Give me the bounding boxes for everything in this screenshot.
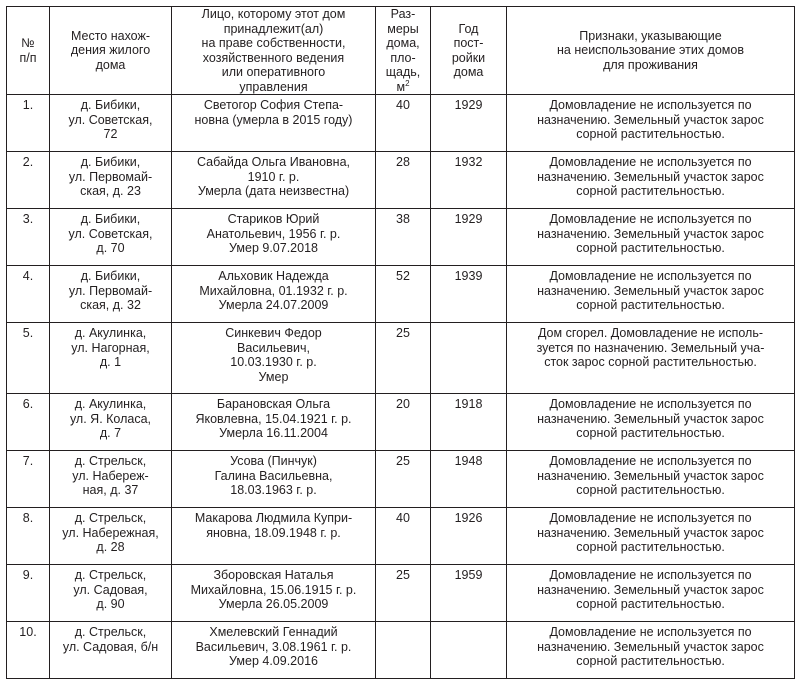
header-size-unit: м [396,79,406,94]
text-line: ная, д. 37 [82,483,139,497]
text-line: назначению. Земельный участок зарос [537,468,764,483]
text-line: ская, д. 23 [80,184,141,198]
text-line: управления [239,79,308,94]
text-line: д. 70 [96,241,125,255]
text-line: Домовладение не используется по [549,98,752,112]
cell-place [50,394,172,451]
text-line: для проживания [603,57,698,72]
table-header [7,7,795,95]
text-line: меры [387,21,419,36]
table-row [7,323,795,394]
text-line: щадь, [385,65,421,79]
table-row [7,565,795,622]
text-line: зуется по назначению. Земельный уча- [536,340,765,355]
cell-owner [172,508,376,565]
cell-place [50,508,172,565]
cell-place [50,152,172,209]
text-line: ул. Я. Коласа, [69,411,152,426]
text-line: назначению. Земельный участок зарос [537,582,764,597]
cell-owner [172,323,376,394]
cell-num: 7. [7,451,50,508]
cell-year: 1926 [431,508,507,565]
cell-signs [507,209,795,266]
text-line: назначению. Земельный участок зарос [537,411,764,426]
cell-size: 25 [376,565,431,622]
cell-signs [507,508,795,565]
text-line: Стариков Юрий [227,212,320,226]
text-line: 72 [103,127,118,141]
text-line: Сабайда Ольга Ивановна, [196,155,350,169]
cell-year [431,323,507,394]
text-line: или оперативного [221,65,326,79]
text-line: д. Акулинка, [74,326,147,340]
cell-size: 40 [376,508,431,565]
cell-place [50,323,172,394]
cell-owner [172,209,376,266]
cell-owner [172,451,376,508]
cell-size: 28 [376,152,431,209]
cell-size [376,622,431,679]
cell-num: 5. [7,323,50,394]
text-line: Яковлевна, 15.04.1921 г. р. [195,411,352,426]
header-num [7,7,50,95]
cell-owner [172,394,376,451]
text-line: Домовладение не используется по [549,212,752,226]
text-line: хозяйственного ведения [202,50,345,65]
text-line: № [21,36,35,50]
text-line: д. Стрельск, [74,511,147,525]
text-line: назначению. Земельный участок зарос [537,639,764,654]
cell-num: 3. [7,209,50,266]
cell-signs [507,266,795,323]
text-line: Анатольевич, 1956 г. р. [206,226,341,241]
cell-owner [172,266,376,323]
text-line: Домовладение не используется по [549,511,752,525]
header-signs [507,7,795,95]
header-size-lines [379,7,427,80]
text-line: ул. Нагорная, [71,340,150,355]
text-line: д. Бибики, [80,98,141,112]
text-line: сорной растительностью. [576,654,725,668]
text-line: сток зарос сорной растительностью. [544,355,757,369]
cell-year: 1918 [431,394,507,451]
text-line: сорной растительностью. [576,483,725,497]
cell-signs [507,622,795,679]
table-row [7,622,795,679]
text-line: на праве собственности, [201,36,346,50]
text-line: д. Стрельск, [74,454,147,468]
text-line: Михайловна, 01.1932 г. р. [199,283,348,298]
cell-place [50,622,172,679]
header-row [7,7,795,95]
text-line: ройки [451,50,486,65]
text-line: назначению. Земельный участок зарос [537,112,764,127]
cell-signs [507,95,795,152]
cell-owner [172,152,376,209]
text-line: Барановская Ольга [216,397,331,411]
text-line: дома [95,57,126,72]
cell-place [50,95,172,152]
cell-signs [507,394,795,451]
text-line: 1910 г. р. [247,169,300,184]
text-line: Домовладение не используется по [549,568,752,582]
text-line: Домовладение не используется по [549,454,752,468]
text-line: Домовладение не используется по [549,625,752,639]
header-size-unit-line [379,80,427,95]
header-place [50,7,172,95]
text-line: ул. Первомай- [68,283,153,298]
text-line: ул. Садовая, [73,582,148,597]
text-line: Зборовская Наталья [213,568,334,582]
cell-place [50,565,172,622]
header-size-unit-sup: 2 [405,78,410,88]
table-row [7,209,795,266]
text-line: Галина Васильевна, [214,468,333,483]
text-line: Умерла 24.07.2009 [218,298,329,312]
text-line: новна (умерла в 2015 году) [194,112,353,127]
text-line: 10.03.1930 г. р. [230,355,317,369]
text-line: сорной растительностью. [576,241,725,255]
text-line: назначению. Земельный участок зарос [537,283,764,298]
cell-year: 1939 [431,266,507,323]
text-line: д. Стрельск, [74,625,147,639]
text-line: Синкевич Федор [225,326,322,340]
cell-num: 1. [7,95,50,152]
text-line: на неиспользование этих домов [557,43,744,58]
text-line: Васильевич, 3.08.1961 г. р. [195,639,352,654]
cell-signs [507,565,795,622]
cell-num: 2. [7,152,50,209]
cell-place [50,266,172,323]
table-row [7,152,795,209]
text-line: назначению. Земельный участок зарос [537,525,764,540]
text-line: ул. Советская, [68,226,153,241]
cell-num: 4. [7,266,50,323]
cell-num: 10. [7,622,50,679]
cell-year: 1929 [431,209,507,266]
cell-year: 1959 [431,565,507,622]
text-line: Альховик Надежда [218,269,329,283]
text-line: назначению. Земельный участок зарос [537,226,764,241]
cell-owner [172,95,376,152]
cell-size: 25 [376,323,431,394]
table-row [7,394,795,451]
text-line: ул. Советская, [68,112,153,127]
text-line: пло- [390,50,416,65]
text-line: Дом сгорел. Домовладение не исполь- [537,326,764,340]
cell-owner [172,622,376,679]
table-row [7,451,795,508]
text-line: Усова (Пинчук) [230,454,317,468]
cell-signs [507,323,795,394]
text-line: 18.03.1963 г. р. [230,483,317,497]
text-line: Михайловна, 15.06.1915 г. р. [190,582,357,597]
text-line: дома, [386,36,420,50]
cell-signs [507,152,795,209]
cell-owner [172,565,376,622]
text-line: Хмелевский Геннадий [209,625,338,639]
cell-size: 38 [376,209,431,266]
cell-size: 52 [376,266,431,323]
text-line: Умер 4.09.2016 [229,654,318,668]
text-line: сорной растительностью. [576,184,725,198]
text-line: ул. Первомай- [68,169,153,184]
text-line: Умерла 16.11.2004 [219,426,328,440]
cell-year: 1948 [431,451,507,508]
text-line: д. 1 [99,355,122,369]
table-row [7,95,795,152]
text-line: д. Бибики, [80,212,141,226]
cell-year: 1929 [431,95,507,152]
cell-place [50,451,172,508]
text-line: Умер [258,369,289,384]
text-line: Год [458,21,479,36]
cell-num: 9. [7,565,50,622]
text-line: пост- [453,36,484,50]
header-year [431,7,507,95]
text-line: сорной растительностью. [576,426,725,440]
cell-num: 8. [7,508,50,565]
text-line: сорной растительностью. [576,298,725,312]
text-line: п/п [19,50,37,65]
cell-place [50,209,172,266]
table-body [7,95,795,679]
text-line: д. 7 [99,426,122,440]
text-line: д. 90 [96,597,125,611]
cell-year [431,622,507,679]
table-row [7,266,795,323]
text-line: ул. Набереж- [72,468,149,483]
text-line: ул. Садовая, б/н [62,639,159,654]
text-line: Признаки, указывающие [579,28,722,43]
text-line: Место нахож- [70,28,151,43]
text-line: д. Бибики, [80,269,141,283]
text-line: назначению. Земельный участок зарос [537,169,764,184]
text-line: Светогор София Степа- [203,98,344,112]
text-line: д. 28 [96,540,125,554]
houses-table [6,6,795,679]
text-line: принадлежит(ал) [223,21,324,36]
text-line: Домовладение не используется по [549,269,752,283]
text-line: Умер 9.07.2018 [229,241,318,255]
text-line: ская, д. 32 [80,298,141,312]
table-row [7,508,795,565]
cell-size: 20 [376,394,431,451]
cell-year: 1932 [431,152,507,209]
text-line: Макарова Людмила Купри- [194,511,353,525]
text-line: Домовладение не используется по [549,397,752,411]
text-line: Умерла (дата неизвестна) [197,184,350,198]
text-line: Раз- [390,7,416,21]
text-line: Васильевич, [237,340,310,355]
text-line: ул. Набережная, [62,525,159,540]
text-line: дома [453,65,484,79]
text-line: Лицо, которому этот дом [201,7,346,21]
text-line: д. Бибики, [80,155,141,169]
cell-num: 6. [7,394,50,451]
header-owner [172,7,376,95]
cell-signs [507,451,795,508]
text-line: сорной растительностью. [576,597,725,611]
text-line: Умерла 26.05.2009 [218,597,329,611]
text-line: яновна, 18.09.1948 г. р. [206,525,341,540]
text-line: дения жилого [70,43,151,58]
text-line: д. Акулинка, [74,397,147,411]
text-line: Домовладение не используется по [549,155,752,169]
cell-size: 25 [376,451,431,508]
cell-size: 40 [376,95,431,152]
text-line: д. Стрельск, [74,568,147,582]
text-line: сорной растительностью. [576,540,725,554]
text-line: сорной растительностью. [576,127,725,141]
header-size [376,7,431,95]
